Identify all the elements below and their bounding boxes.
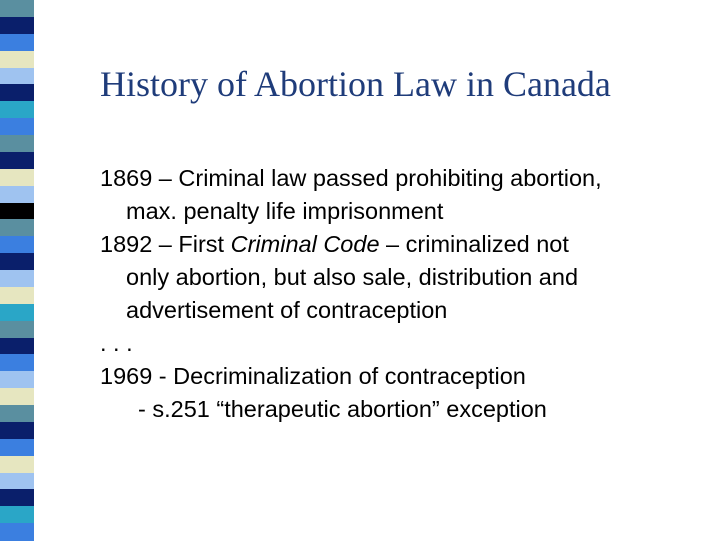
slide-title: History of Abortion Law in Canada: [100, 64, 611, 104]
stripe-block: [0, 439, 34, 456]
bullet-1969: [100, 360, 700, 393]
ellipsis: [100, 327, 700, 360]
stripe-block: [0, 388, 34, 405]
stripe-block: [0, 473, 34, 490]
bullet-1892: [100, 228, 700, 261]
stripe-block: [0, 422, 34, 439]
stripe-block: [0, 34, 34, 51]
stripe-block: [0, 456, 34, 473]
criminal-code-term: Criminal Code: [230, 231, 380, 257]
stripe-block: [0, 17, 34, 34]
stripe-block: [0, 270, 34, 287]
stripe-block: [0, 287, 34, 304]
stripe-block: [0, 169, 34, 186]
decorative-stripe: [0, 0, 34, 540]
stripe-block: [0, 236, 34, 253]
bullet-1892-pre: 1892 – First: [100, 231, 231, 257]
stripe-block: [0, 321, 34, 338]
stripe-block: [0, 371, 34, 388]
bullet-1892-cont-2-text: advertisement of contraception: [126, 297, 448, 323]
bullet-1892-post: – criminalized not: [379, 231, 569, 257]
bullet-1869: [100, 162, 700, 195]
stripe-block: [0, 203, 34, 220]
bullet-1892-cont-1-text: only abortion, but also sale, distribution and: [126, 264, 579, 290]
stripe-block: [0, 186, 34, 203]
stripe-block: [0, 84, 34, 101]
stripe-block: [0, 101, 34, 118]
stripe-block: [0, 219, 34, 236]
stripe-block: [0, 51, 34, 68]
stripe-block: [0, 118, 34, 135]
bullet-1869-text: 1869 – Criminal law passed prohibiting abortion,: [100, 165, 602, 191]
stripe-block: [0, 405, 34, 422]
stripe-block: [0, 68, 34, 85]
stripe-block: [0, 304, 34, 321]
bullet-1969-cont-text: - s.251 “therapeutic abortion” exception: [138, 396, 547, 422]
bullet-1969-text: 1969 - Decriminalization of contraception: [100, 363, 526, 389]
stripe-block: [0, 0, 34, 17]
bullet-1869-cont: [100, 195, 700, 228]
stripe-block: [0, 354, 34, 371]
stripe-block: [0, 152, 34, 169]
stripe-block: [0, 338, 34, 355]
stripe-block: [0, 523, 34, 540]
bullet-1969-cont: [100, 393, 700, 426]
bullet-1892-cont-2: [100, 294, 700, 327]
ellipsis-text: . . .: [100, 330, 133, 356]
stripe-block: [0, 253, 34, 270]
stripe-block: [0, 135, 34, 152]
slide-body: [100, 162, 700, 426]
stripe-block: [0, 489, 34, 506]
stripe-block: [0, 506, 34, 523]
bullet-1869-cont-text: max. penalty life imprisonment: [126, 198, 444, 224]
bullet-1892-cont-1: [100, 261, 700, 294]
